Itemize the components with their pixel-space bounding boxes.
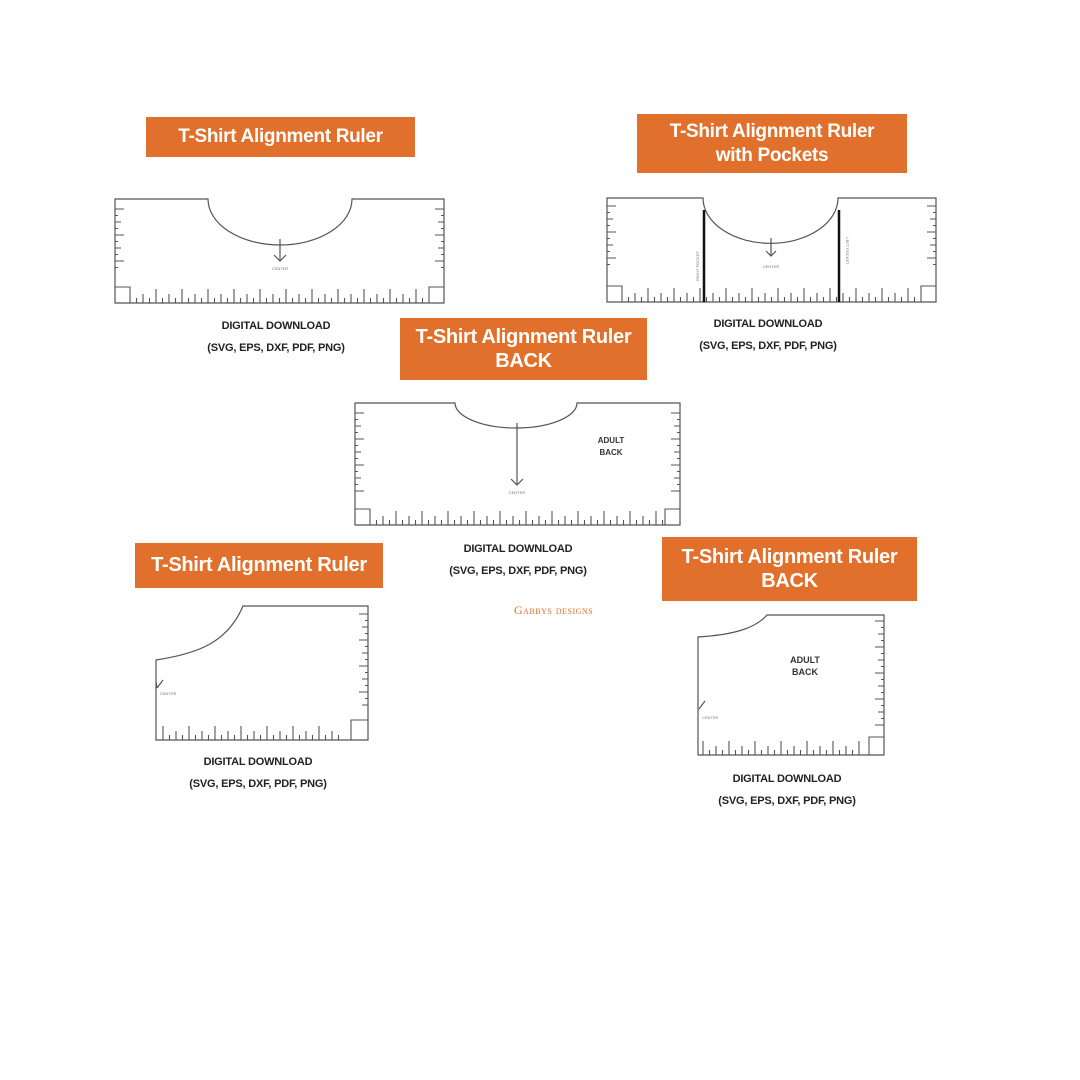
- center-label: CENTER: [271, 266, 289, 271]
- caption-line2: (SVG, EPS, DXF, PDF, PNG): [699, 340, 837, 352]
- caption-line1: DIGITAL DOWNLOAD: [203, 756, 313, 768]
- ruler-pockets: [606, 196, 938, 304]
- pocket-label-right: LEFT POCKET: [845, 237, 850, 265]
- title-pockets-line2: with Pockets: [715, 144, 829, 166]
- caption-line2: (SVG, EPS, DXF, PDF, PNG): [449, 565, 587, 577]
- ruler-front: [114, 197, 446, 305]
- title-back-line2: BACK: [495, 350, 552, 372]
- title-back-line1: T-Shirt Alignment Ruler: [415, 325, 632, 348]
- title-banner-front-small: [135, 543, 383, 588]
- caption-line1: DIGITAL DOWNLOAD: [713, 318, 823, 330]
- center-label: CENTER: [508, 490, 526, 495]
- ruler-front-small: [155, 604, 371, 742]
- title-banner-pockets: [637, 114, 907, 173]
- ruler-front-small-ticks: [163, 614, 368, 740]
- title-front-small: T-Shirt Alignment Ruler: [151, 554, 367, 577]
- title-banner-back-small: [662, 537, 917, 601]
- watermark: Gabbys designs: [514, 603, 594, 617]
- adult-label: ADULT: [790, 655, 820, 665]
- center-label: CENTER: [160, 691, 177, 696]
- caption-back: [418, 538, 618, 582]
- center-label: CENTER: [762, 264, 780, 269]
- ruler-back: [354, 401, 682, 527]
- adult-label: ADULT: [597, 436, 625, 445]
- caption-line2: (SVG, EPS, DXF, PDF, PNG): [718, 795, 856, 807]
- caption-line1: DIGITAL DOWNLOAD: [463, 543, 573, 555]
- caption-pockets: [668, 313, 868, 357]
- caption-line1: DIGITAL DOWNLOAD: [221, 320, 331, 332]
- caption-front-small: [158, 751, 358, 795]
- ruler-back-small-ticks: [703, 621, 884, 755]
- center-label: CENTER: [702, 715, 719, 720]
- caption-line2: (SVG, EPS, DXF, PDF, PNG): [189, 778, 327, 790]
- title-front: T-Shirt Alignment Ruler: [178, 126, 383, 148]
- title-back-small-line2: BACK: [761, 570, 818, 592]
- ruler-back-small: [697, 613, 887, 757]
- title-back-small-line1: T-Shirt Alignment Ruler: [681, 545, 898, 568]
- caption-line1: DIGITAL DOWNLOAD: [732, 773, 842, 785]
- back-label: BACK: [792, 667, 818, 677]
- title-pockets-line1: T-Shirt Alignment Ruler: [669, 121, 875, 143]
- title-banner-front: [146, 117, 415, 157]
- pocket-label-left: RIGHT POCKET: [695, 251, 700, 281]
- caption-line2: (SVG, EPS, DXF, PDF, PNG): [207, 342, 345, 354]
- back-label: BACK: [599, 448, 623, 457]
- caption-front: [176, 315, 376, 359]
- caption-back-small: [687, 768, 887, 812]
- title-banner-back: [400, 318, 647, 380]
